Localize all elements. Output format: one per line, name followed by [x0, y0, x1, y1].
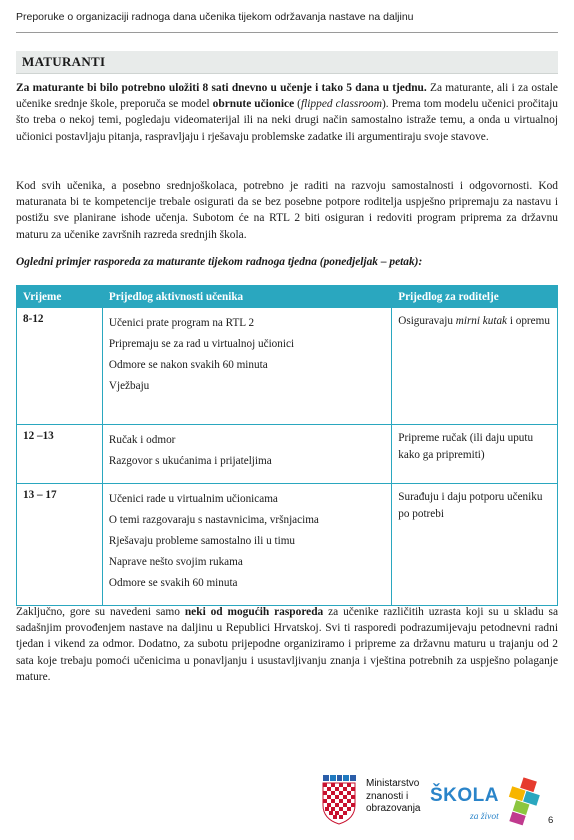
activity-item: Odmore se nakon svakih 60 minuta	[108, 359, 268, 371]
activity-item: Rješavaju probleme samostalno ili u timu	[108, 535, 296, 547]
header-time: Vrijeme	[17, 286, 103, 308]
ministry-line: znanosti i	[366, 790, 409, 802]
croatian-coat-of-arms-icon	[320, 775, 358, 825]
conclusion-paragraph	[16, 604, 558, 685]
footer-logos	[320, 773, 560, 833]
activity-item: Pripremaju se za rad u virtualnoj učionici	[108, 338, 295, 350]
activities-cell	[102, 484, 391, 606]
table-caption: Ogledni primjer rasporeda za maturante tijekom radnoga tjedna (ponedjeljak – petak):	[16, 256, 423, 268]
intro-text-2: (	[294, 98, 301, 111]
page-number: 6	[548, 815, 554, 826]
section-bar	[16, 51, 558, 74]
header-activities: Prijedlog aktivnosti učenika	[102, 286, 391, 308]
parents-emphasis: mirni kutak	[455, 315, 508, 327]
activity-item: Ručak i odmor	[108, 434, 176, 446]
intro-lead: Za maturante bi bilo potrebno uložiti 8 sati dnevno u učenje i tako 5 dana u tjednu.	[16, 82, 427, 94]
intro-text-1: Za maturante, ali i za ostale učenike srednje škole, preporuča se model	[16, 82, 558, 111]
ministry-line: obrazovanja	[366, 803, 421, 814]
header-parents: Prijedlog za roditelje	[392, 286, 558, 308]
table-row	[17, 484, 558, 606]
hopscotch-logo-icon	[502, 777, 548, 827]
ministry-name	[366, 778, 420, 816]
activity-item: Naprave nešto svojim rukama	[108, 556, 243, 568]
activities-cell	[102, 425, 391, 484]
conclusion-bold: neki od mogućih rasporeda	[184, 606, 324, 618]
activity-item: Vježbaju	[108, 380, 150, 392]
model-name: obrnute učionice	[212, 98, 295, 111]
parents-text: Osiguravaju	[398, 315, 456, 327]
ministry-line: Ministarstvo	[366, 778, 420, 789]
header-divider	[16, 32, 558, 33]
parents-cell: Surađuju i daju potporu učeniku po potrebi	[392, 484, 558, 606]
table-header-row	[17, 286, 558, 308]
table-row	[17, 425, 558, 484]
activity-item: Odmore se svakih 60 minuta	[108, 577, 238, 589]
skola-logo-subtitle: za život	[470, 812, 499, 822]
skola-logo-text: ŠKOLA	[430, 785, 499, 806]
parents-cell	[392, 308, 558, 425]
parents-cell: Pripreme ručak (ili daju uputu kako ga pripremiti)	[392, 425, 558, 484]
conclusion-text-1: Zaključno, gore su navedeni samo	[16, 606, 185, 618]
activity-item: Učenici rade u virtualnim učionicama	[108, 493, 278, 505]
activity-item: Razgovor s ukućanima i prijateljima	[108, 455, 272, 467]
schedule-table	[16, 285, 558, 606]
time-cell: 13 – 17	[17, 484, 103, 606]
conclusion-text-2: za učenike različitih uzrasta koji su u skladu sa sadašnjim provođenjem nastave na daljinu u Republici Hrvatskoj. Svi ti rasporedi podrazumijevaju petodnevni radni tjedan i vikend za odmor. Dodatno, za subotu prijepodne organiziramo i pripreme za državnu maturu u trajanju od 2 sata koje trebaju pomoći učenicima u ponavljanju i usustavljivanju znanja i vještina potrebnih za uspješno polaganje mature.	[16, 606, 559, 683]
intro-text-3: ). Prema tom modelu učenici pročitaju što treba o nekoj temi, pogledaju videomaterijal ili na neki drugi način samostalno istraže temu, a onda u virtualnoj učionici postavljaju pitanja, raspravljaju i rješavaju problemske zadatke ili argumentiraju svoje stavove.	[16, 98, 558, 143]
parents-text: i opremu	[507, 315, 550, 327]
activities-cell	[102, 308, 391, 425]
page-header: Preporuke o organizaciji radnoga dana učenika tijekom održavanja nastave na daljinu	[16, 11, 414, 23]
flipped-classroom-term: flipped classroom	[300, 98, 382, 111]
activity-item: Učenici prate program na RTL 2	[108, 317, 255, 329]
independence-paragraph: Kod svih učenika, a posebno srednjoškolaca, potrebno je raditi na razvoju samostalnosti i odgovornosti. Kod maturanata bi te kompetencije trebale osigurati da se bez posebne potpore roditelja uspješno pripremaju za nastavu i postižu sve planirane ishode učenja. Subotom će na RTL 2 biti osiguran i redoviti program priprema za državnu maturu za učenike završnih razreda srednjih škola.	[16, 180, 558, 241]
intro-paragraph	[16, 80, 558, 145]
time-cell: 12 –13	[17, 425, 103, 484]
table-row	[17, 308, 558, 425]
time-cell: 8-12	[17, 308, 103, 425]
section-title: MATURANTI	[22, 54, 106, 69]
activity-item: O temi razgovaraju s nastavnicima, vršnjacima	[108, 514, 319, 526]
